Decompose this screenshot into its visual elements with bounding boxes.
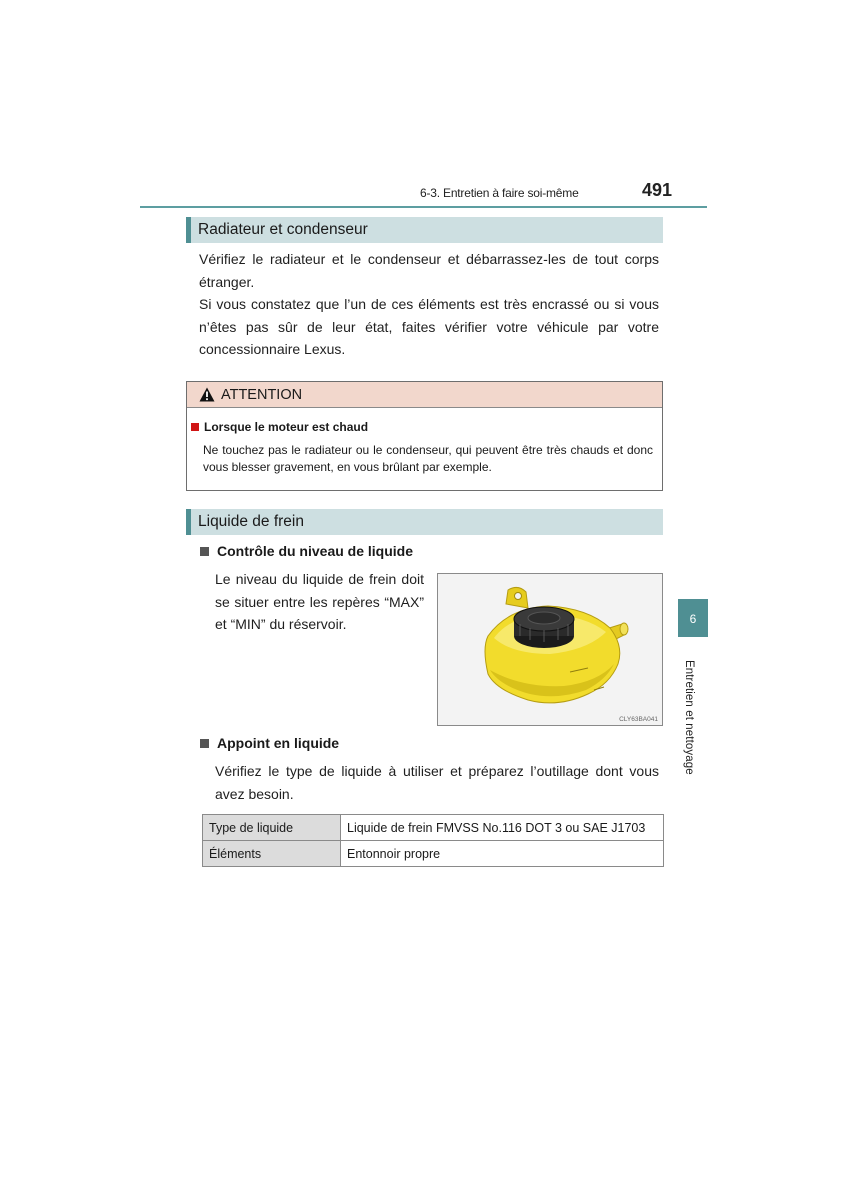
header-divider: [140, 206, 707, 208]
square-bullet-icon: [200, 547, 209, 556]
table-cell-value: Liquide de frein FMVSS No.116 DOT 3 ou SAE J1703: [341, 815, 664, 841]
header-section-title: 6-3. Entretien à faire soi-même: [420, 186, 579, 200]
brake-refill-heading-text: Appoint en liquide: [217, 735, 340, 751]
chapter-tab: 6: [678, 599, 708, 637]
section-heading-radiator: Radiateur et condenseur: [186, 217, 663, 243]
square-bullet-icon: [200, 739, 209, 748]
warning-triangle-icon: [199, 387, 215, 402]
warning-title: ATTENTION: [221, 386, 303, 403]
warning-subtitle: [191, 420, 368, 434]
figure-code: CLY63BA041: [619, 716, 658, 723]
chapter-label: Entretien et nettoyage: [683, 660, 695, 775]
red-bullet-icon: [191, 423, 199, 431]
brake-level-heading: [200, 543, 413, 559]
table-cell-value: Entonnoir propre: [341, 841, 664, 867]
radiator-paragraph-1: Vérifiez le radiateur et le condenseur et débarrassez-les de tout corps étranger.: [199, 251, 659, 290]
table-cell-label: Éléments: [203, 841, 341, 867]
warning-box: [186, 381, 663, 491]
warning-body: Ne touchez pas le radiateur ou le condenseur, qui peuvent être très chauds et donc vous blesser gravement, en vous brûlant par exemple.: [203, 443, 653, 474]
table-row: [203, 841, 664, 867]
radiator-paragraph-2: Si vous constatez que l’un de ces éléments est très encrassé ou si vous n’êtes pas sûr de leur état, faites vérifier votre véhicule par votre concessionnaire Lexus.: [199, 296, 659, 357]
brake-reservoir-illustration: [438, 574, 662, 725]
page-number: 491: [642, 180, 673, 200]
brake-spec-table: [202, 814, 664, 867]
section-heading-brake: Liquide de frein: [186, 509, 663, 535]
brake-refill-heading: [200, 735, 339, 751]
warning-header: [187, 382, 662, 408]
brake-level-heading-text: Contrôle du niveau de liquide: [217, 543, 414, 559]
brake-reservoir-figure: [437, 573, 663, 726]
brake-level-text: Le niveau du liquide de frein doit se situer entre les repères “MAX” et “MIN” du réservoir.: [215, 571, 424, 632]
warning-subtitle-text: Lorsque le moteur est chaud: [204, 420, 369, 434]
brake-refill-text: Vérifiez le type de liquide à utiliser et préparez l’outillage dont vous avez besoin.: [215, 763, 659, 802]
table-cell-label: Type de liquide: [203, 815, 341, 841]
table-row: [203, 815, 664, 841]
